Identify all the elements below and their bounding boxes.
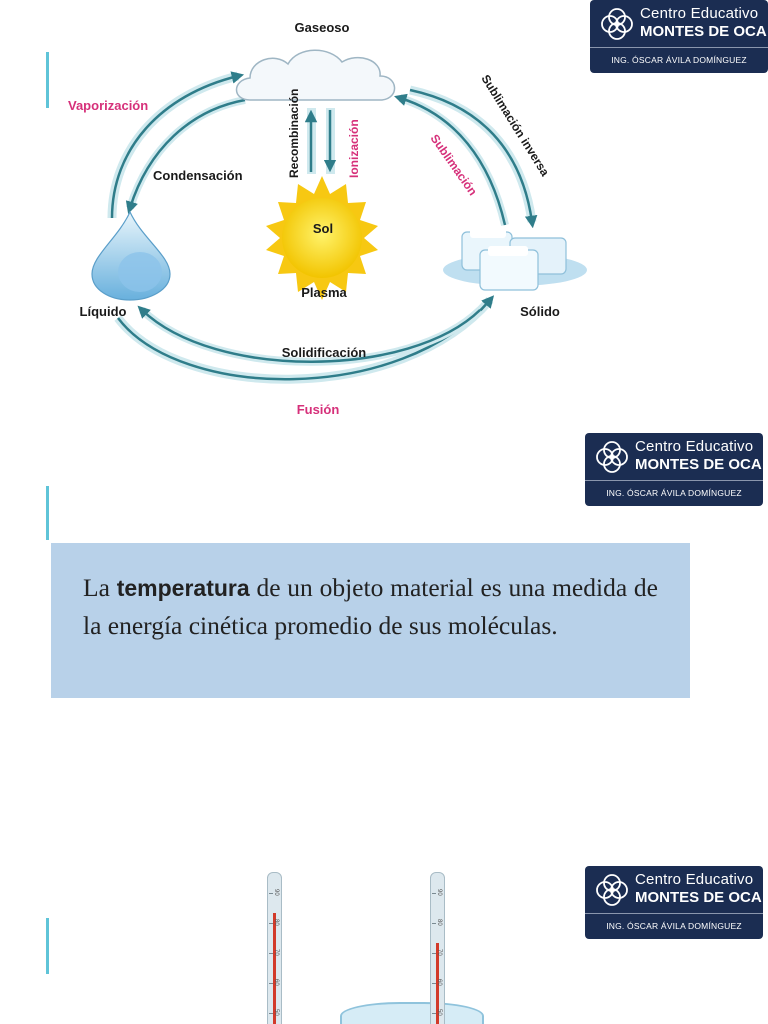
tick-label: 60 (436, 979, 442, 986)
logo-line1: Centro Educativo (635, 871, 754, 888)
accent-bar (46, 918, 49, 974)
logo-subtitle: ING. ÓSCAR ÁVILA DOMÍNGUEZ (611, 55, 747, 65)
definition-text: de un objeto material es una medida de la energía cinética promedio de sus moléculas. (83, 573, 659, 640)
mercury-column (273, 913, 276, 1024)
label-vaporizacion: Vaporización (68, 98, 149, 113)
cloud-icon (237, 50, 395, 100)
tick-label: 90 (273, 889, 279, 896)
label-sublimacion-inversa: Sublimación inversa (478, 72, 553, 179)
slide-temperature-definition (0, 430, 768, 860)
tick-label: 80 (436, 919, 442, 926)
logo-line2: MONTES DE OCA (640, 23, 767, 40)
label-fusion: Fusión (296, 402, 340, 417)
school-logo (585, 866, 763, 939)
definition-prefix: La (83, 573, 110, 602)
slide-thermometers (0, 860, 768, 1024)
label-gaseoso: Gaseoso (294, 20, 350, 35)
vertical-arrows (307, 108, 335, 174)
logo-subtitle: ING. ÓSCAR ÁVILA DOMÍNGUEZ (606, 488, 742, 498)
thermometer-icon (267, 872, 282, 1024)
definition-term: temperatura (116, 575, 250, 601)
interlocking-rings-icon (594, 874, 630, 906)
label-condensacion: Condensación (153, 168, 243, 183)
logo-line2: MONTES DE OCA (635, 889, 762, 906)
label-sublimacion: Sublimación (427, 131, 480, 199)
label-sol: Sol (312, 221, 334, 236)
logo-subtitle: ING. ÓSCAR ÁVILA DOMÍNGUEZ (606, 921, 742, 931)
tick-label: 70 (436, 949, 442, 956)
tick-label: 60 (273, 979, 279, 986)
ice-cubes-icon (443, 228, 587, 290)
school-logo (590, 0, 768, 73)
tick-label: 50 (436, 1009, 442, 1016)
label-solidificacion: Solidificación (281, 345, 367, 360)
label-ionizacion: Ionización (347, 119, 361, 178)
thermometer-icon (430, 872, 445, 1024)
temperature-definition-box (51, 543, 690, 698)
interlocking-rings-icon (599, 8, 635, 40)
school-logo (585, 433, 763, 506)
tick-label: 70 (273, 949, 279, 956)
label-plasma: Plasma (301, 285, 347, 300)
logo-line2: MONTES DE OCA (635, 456, 762, 473)
tick-label: 80 (273, 919, 279, 926)
slide-states-of-matter (0, 0, 768, 430)
logo-line1: Centro Educativo (640, 5, 759, 22)
label-solido: Sólido (520, 304, 560, 319)
interlocking-rings-icon (594, 441, 630, 473)
label-liquido: Líquido (79, 304, 127, 319)
label-recombinacion: Recombinación (287, 88, 301, 178)
logo-line1: Centro Educativo (635, 438, 754, 455)
sun-icon (266, 176, 378, 300)
tick-label: 90 (436, 889, 442, 896)
beaker-icon (340, 1002, 484, 1024)
water-drop-icon (92, 212, 170, 300)
accent-bar (46, 486, 49, 540)
tick-label: 50 (273, 1009, 279, 1016)
